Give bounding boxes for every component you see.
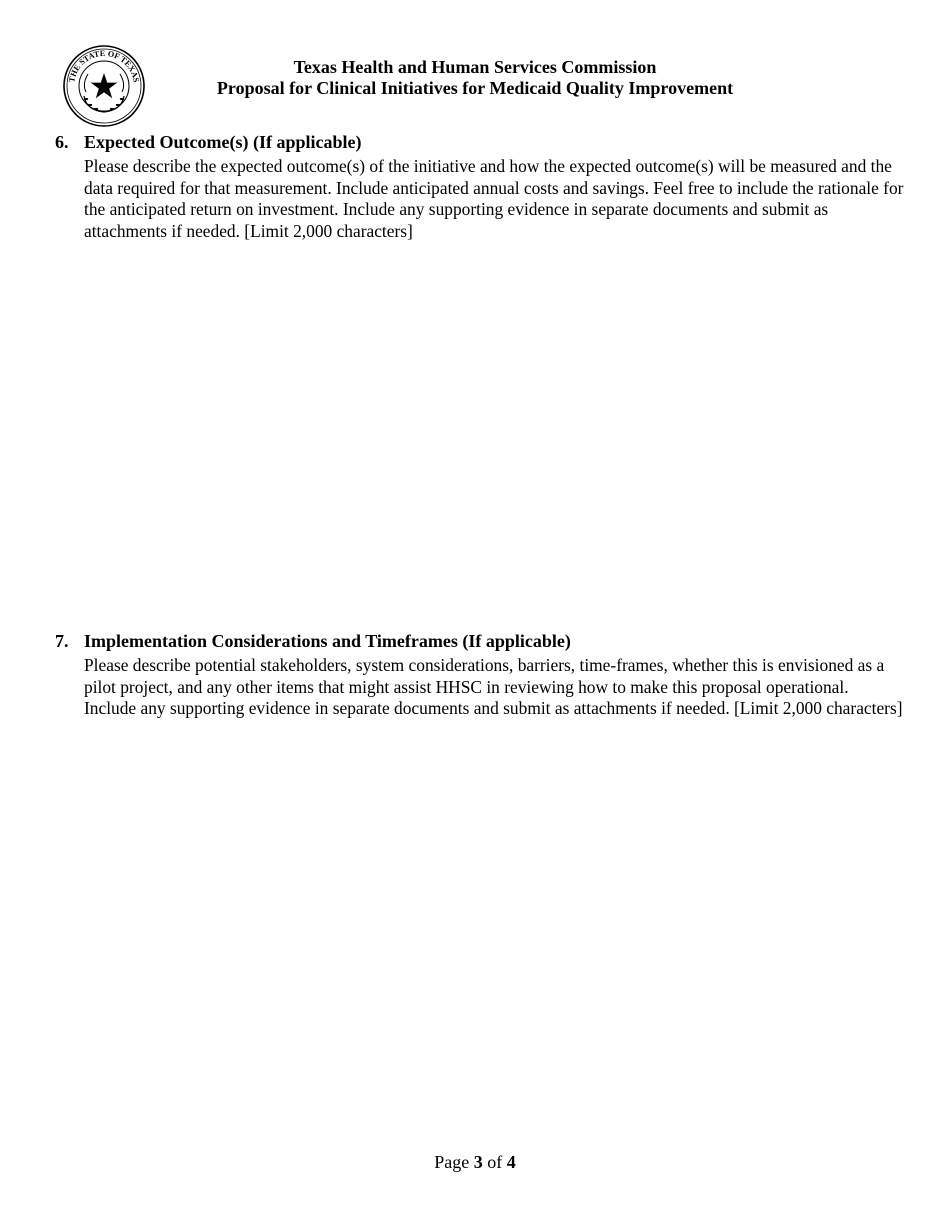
section-title: Implementation Considerations and Timeframes (If applicable) xyxy=(84,631,571,651)
section-expected-outcomes xyxy=(55,131,905,242)
section-heading xyxy=(55,630,905,652)
section-instructions: Please describe the expected outcome(s) of the initiative and how the expected outcome(s) will be measured and the data required for that measurement. Include anticipated annual costs and savings. Feel free to include the rationale for the anticipated return on investment. Include any supporting evidence in separate documents and submit as attachments if needed. [Limit 2,000 characters] xyxy=(84,156,904,241)
document-header xyxy=(0,57,950,99)
section-instructions: Please describe potential stakeholders, system considerations, barriers, time-frames, whether this is envisioned as a pilot project, and any other items that might assist HHSC in reviewing how to make this proposal operational. Include any supporting evidence in separate documents and submit as attachments if needed. [Limit 2,000 characters] xyxy=(84,655,903,718)
current-page-number: 3 xyxy=(473,1152,483,1172)
section-implementation-considerations xyxy=(55,630,905,720)
page-footer xyxy=(0,1151,950,1173)
seal-ring-text: THE STATE OF TEXAS xyxy=(67,48,141,84)
total-page-count: 4 xyxy=(506,1152,516,1172)
section-number: 7. xyxy=(55,631,69,651)
header-agency-title: Texas Health and Human Services Commission xyxy=(293,57,657,77)
header-proposal-title: Proposal for Clinical Initiatives for Medicaid Quality Improvement xyxy=(216,78,734,98)
section-number: 6. xyxy=(55,132,69,152)
section-title: Expected Outcome(s) (If applicable) xyxy=(84,132,362,152)
page-of-label: of xyxy=(487,1152,503,1172)
page-label: Page xyxy=(434,1152,470,1172)
section-heading xyxy=(55,131,905,153)
